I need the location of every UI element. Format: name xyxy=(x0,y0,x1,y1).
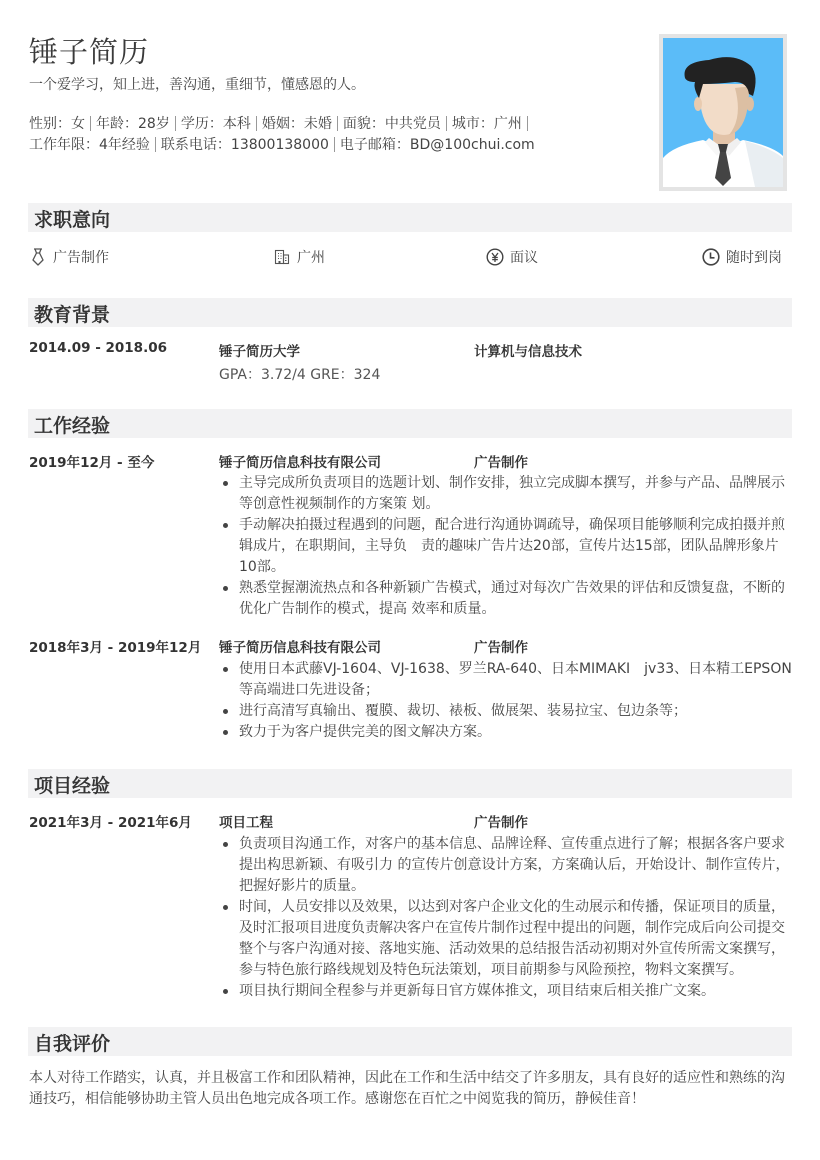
clock-icon xyxy=(702,248,720,266)
info-phone: 联系电话：13800138000 xyxy=(160,137,329,153)
list-item: 项目执行期间全程参与并更新每日官方媒体推文，项目结束后相关推广文案。 xyxy=(219,981,794,1002)
work-role: 广告制作 xyxy=(474,640,528,656)
list-item: 使用日本武藤VJ-1604、VJ-1638、罗兰RA-640、日本MIMAKI jv33、日本精工EPSON等高端进口先进设备； xyxy=(219,659,794,701)
divider xyxy=(337,116,338,131)
section-header-projects xyxy=(28,769,792,798)
section-header-education xyxy=(28,298,792,327)
info-marital: 婚姻：未婚 xyxy=(261,116,332,132)
list-item: 手动解决拍摄过程遇到的问题，配合进行沟通协调疏导，确保项目能够顺利完成拍摄并煎辑成片，在职期间，主导负 责的趣味广告片达20部，宣传片达15部，团队品牌形象片10部。 xyxy=(219,515,794,578)
info-age: 年龄：28岁 xyxy=(96,116,170,132)
project-role: 广告制作 xyxy=(474,815,528,831)
candidate-name: 锤子简历 xyxy=(29,35,150,69)
work-company: 锤子简历信息科技有限公司 xyxy=(219,640,381,656)
section-header-self-eval xyxy=(28,1027,792,1056)
intent-salary xyxy=(486,247,538,267)
intent-city-label: 广州 xyxy=(297,250,325,266)
info-gender: 性别：女 xyxy=(29,116,85,132)
work-company: 锤子简历信息科技有限公司 xyxy=(219,455,381,471)
list-item: 时间，人员安排以及效果，以达到对客户企业文化的生动展示和传播，保证项目的质量，及时汇报项目进度负责解决客户在宣传片制作过程中提出的问题，制作完成后向公司提交整个与客户沟通对接、落地实施、活动效果的总结报告活动初期对外宣传所需文案撰写，参与特色旅行路线规划及特色玩法策划，项目前期参与风险预控，物料文案撰写。 xyxy=(219,897,794,981)
yen-icon xyxy=(486,248,504,266)
list-item: 熟悉堂握潮流热点和各种新颖广告模式，通过对每次广告效果的评估和反馈复盘，不断的优化广告制作的模式，提高 效率和质量。 xyxy=(219,578,794,620)
section-title: 项目经验 xyxy=(34,775,111,797)
section-title: 工作经验 xyxy=(34,415,111,437)
work-date: 2019年12月 - 至今 xyxy=(29,455,155,471)
intent-position-label: 广告制作 xyxy=(53,250,109,266)
avatar-man-icon xyxy=(663,38,783,187)
divider xyxy=(175,116,176,131)
divider xyxy=(155,137,156,152)
info-political: 面貌：中共党员 xyxy=(342,116,441,132)
list-item: 负责项目沟通工作，对客户的基本信息、品牌诠释、宣传重点进行了解；根据各客户要求提出构思新颖、有吸引力 的宣传片创意设计方案，方案确认后，开始设计、制作宣传片，把握好影片的质量。 xyxy=(219,834,794,897)
divider xyxy=(334,137,335,152)
section-title: 求职意向 xyxy=(34,209,111,231)
list-item: 致力于为客户提供完美的图文解决方案。 xyxy=(219,722,794,743)
section-title: 教育背景 xyxy=(34,304,111,326)
info-experience: 工作年限：4年经验 xyxy=(29,137,150,153)
intent-city xyxy=(273,247,325,267)
profile-photo xyxy=(659,34,787,191)
list-item: 进行高清写真输出、覆膜、裁切、裱板、做展架、装易拉宝、包边条等； xyxy=(219,701,794,722)
project-name: 项目工程 xyxy=(219,815,273,831)
education-school: 锤子简历大学 xyxy=(219,344,300,360)
project-date: 2021年3月 - 2021年6月 xyxy=(29,815,192,831)
education-date: 2014.09 - 2018.06 xyxy=(29,340,167,356)
tie-icon xyxy=(29,248,47,266)
building-icon xyxy=(273,248,291,266)
project-bullets xyxy=(219,834,794,1002)
info-city: 城市：广州 xyxy=(451,116,522,132)
divider xyxy=(446,116,447,131)
section-header-work xyxy=(28,409,792,438)
education-major: 计算机与信息技术 xyxy=(474,344,582,360)
info-education: 学历：本科 xyxy=(180,116,251,132)
work-bullets xyxy=(219,473,794,620)
avatar xyxy=(663,38,783,187)
info-email: 电子邮箱：BD@100chui.com xyxy=(339,137,535,153)
education-detail: GPA：3.72/4 GRE：324 xyxy=(219,367,381,383)
personal-info-line-2 xyxy=(29,134,535,154)
work-bullets xyxy=(219,659,794,743)
work-role: 广告制作 xyxy=(474,455,528,471)
divider xyxy=(90,116,91,131)
candidate-motto: 一个爱学习，知上进，善沟通，重细节，懂感恩的人。 xyxy=(29,77,365,93)
intent-availability xyxy=(702,247,782,267)
intent-availability-label: 随时到岗 xyxy=(726,250,782,266)
divider xyxy=(527,116,528,131)
section-header-intent xyxy=(28,203,792,232)
intent-position xyxy=(29,247,109,267)
divider xyxy=(256,116,257,131)
list-item: 主导完成所负责项目的选题计划、制作安排，独立完成脚本撰写，并参与产品、品牌展示等创意性视频制作的方案策 划。 xyxy=(219,473,794,515)
section-title: 自我评价 xyxy=(34,1033,111,1055)
self-evaluation-text: 本人对待工作踏实，认真，并且极富工作和团队精神，因此在工作和生活中结交了许多朋友，具有良好的适应性和熟练的沟通技巧，相信能够协助主管人员出色地完成各项工作。感谢您在百忙之中阅览我的简历，静候佳音！ xyxy=(29,1070,785,1107)
intent-salary-label: 面议 xyxy=(510,250,538,266)
personal-info-line-1 xyxy=(29,113,533,133)
work-date: 2018年3月 - 2019年12月 xyxy=(29,640,202,656)
